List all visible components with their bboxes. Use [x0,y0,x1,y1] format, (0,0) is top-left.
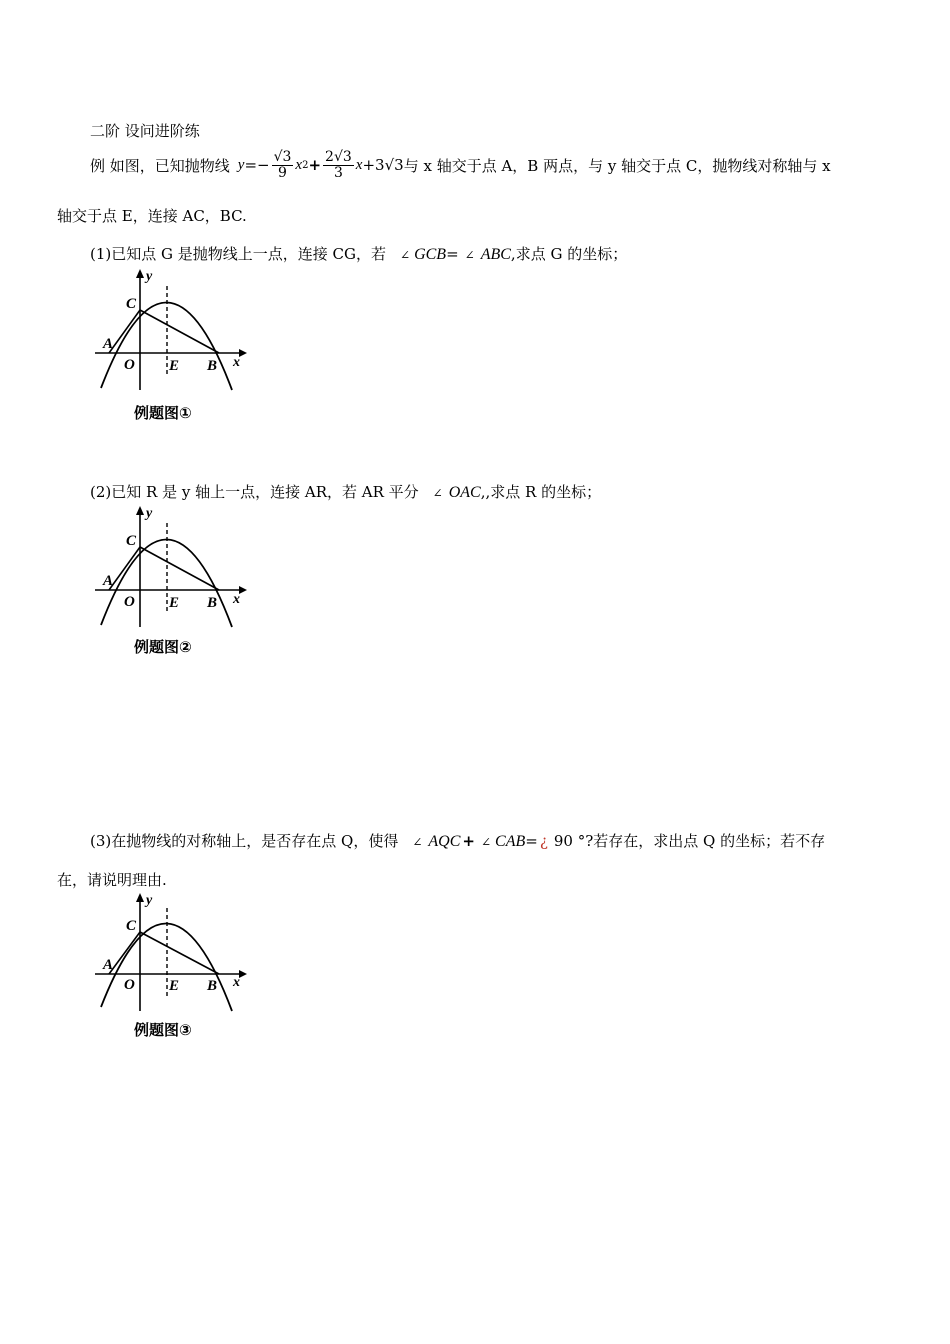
eq-y: y [237,156,245,173]
q3-degree: 90 ° [553,832,586,850]
label-c: C [126,533,137,549]
figure-3 [95,890,255,1016]
figure-2-caption: 例题图② [134,638,192,656]
fraction-2-den: 3 [333,164,343,181]
fraction-1 [272,150,294,180]
angle-symbol: ∠ [432,486,443,500]
q2-prefix: (2)已知 R 是 y 轴上一点，连接 AR，若 AR 平分 [90,483,419,501]
example-prefix: 例 如图，已知抛物线 [90,156,230,175]
figure-1 [95,266,255,392]
example-suffix: 与 x 轴交于点 A，B 两点，与 y 轴交于点 C，抛物线对称轴与 x [403,156,831,175]
label-a: A [103,957,114,973]
eq-root: √3 [384,156,404,174]
q2-angle-oac: OAC [448,484,481,501]
fraction-1-num: √3 [273,148,292,165]
q1-suffix: ,求点 G 的坐标； [510,245,628,263]
angle-symbol: ∠ [480,835,492,849]
label-x: x [233,592,240,607]
question-3-line-2: 在，请说明理由. [57,871,167,889]
q3-angle-aqc: AQC [428,833,461,850]
label-b: B [207,595,218,611]
label-y: y [146,269,153,284]
fraction-2-num: 2√3 [325,148,352,165]
question-3 [90,830,825,851]
label-o: O [124,357,135,373]
angle-symbol: ∠ [412,835,423,849]
label-e: E [169,595,180,611]
eq-x2: x [295,156,303,173]
figure-3-caption: 例题图③ [134,1021,192,1039]
label-x: x [233,355,240,370]
eq-plus-3: +3 [362,156,385,174]
figure-2 [95,503,255,629]
label-c: C [126,918,137,934]
label-x: x [233,975,240,990]
label-c: C [126,296,137,312]
q3-suffix: ?若存在，求出点 Q 的坐标；若不存 [585,832,826,850]
q3-angle-cab: CAB [495,833,526,850]
q1-angle-abc: ABC [480,246,511,263]
example-line-2: 轴交于点 E，连接 AC，BC. [57,207,247,225]
label-e: E [169,358,180,374]
label-o: O [124,594,135,610]
label-e: E [169,978,180,994]
label-a: A [103,573,114,589]
question-2 [90,481,601,502]
eq-equals: =− [244,156,270,174]
angle-symbol: ∠ [464,248,475,262]
label-b: B [207,978,218,994]
q3-equals: = [525,832,538,850]
fraction-1-den: 9 [278,164,287,181]
label-o: O [124,977,135,993]
question-1 [90,243,627,264]
q3-prefix: (3)在抛物线的对称轴上，是否存在点 Q，使得 [90,832,399,850]
label-b: B [207,358,218,374]
figure-1-caption: 例题图① [134,404,192,422]
section-heading: 二阶 设问进阶练 [90,122,200,140]
q1-prefix: (1)已知点 G 是抛物线上一点，连接 CG，若 [90,245,386,263]
fraction-2 [323,150,354,180]
q3-odd-char: ¿ [539,832,548,850]
q3-plus: + [462,832,475,850]
angle-symbol: ∠ [400,248,411,262]
eq-x: x [355,156,363,173]
label-y: y [146,506,153,521]
example-line-1 [90,143,831,187]
q2-suffix: ,,求点 R 的坐标； [480,483,602,501]
q1-equals: = [446,245,459,263]
q1-angle-gcb: GCB [414,246,447,263]
label-a: A [103,336,114,352]
eq-sup: 2 [302,159,309,171]
label-y: y [146,893,153,908]
eq-plus: + [308,156,322,174]
